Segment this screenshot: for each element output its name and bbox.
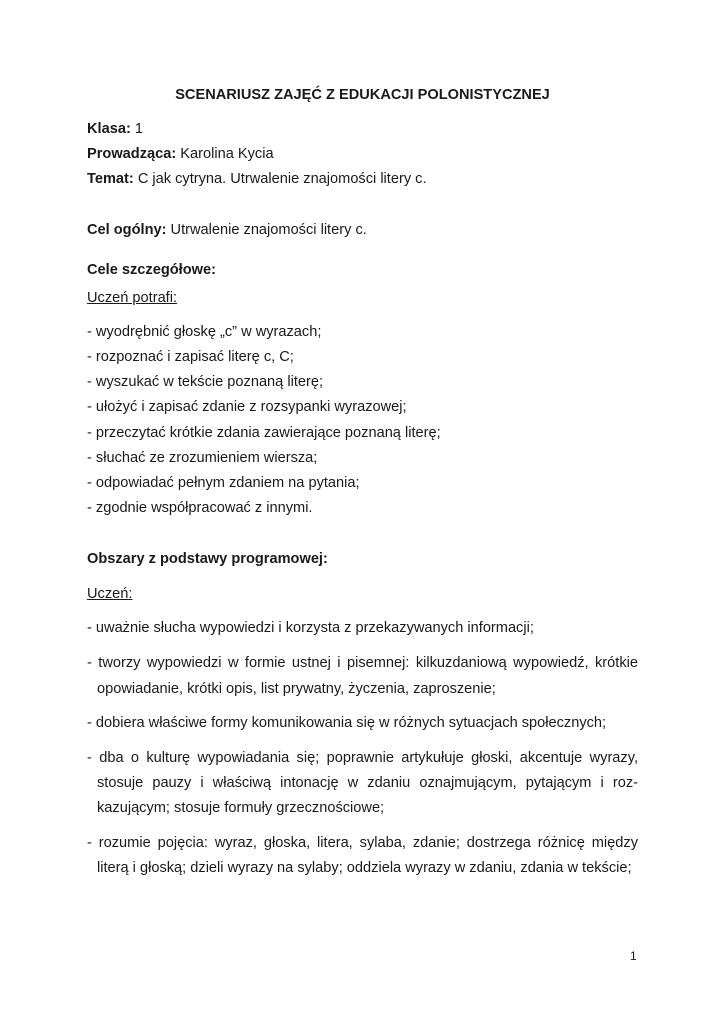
obszary-subheading: Uczeń: xyxy=(87,586,133,602)
list-item: - ułożyć i zapisać zdanie z rozsypanki wyrazowej; xyxy=(87,399,407,415)
list-item-continuation: stosuje pauzy i właściwą intonację w zdaniu oznajmującym, pytającym i roz- xyxy=(97,775,638,791)
list-item-continuation: opowiadanie, krótki opis, list prywatny, życzenia, zaproszenie; xyxy=(97,681,496,697)
cele-szczegolowe-heading: Cele szczegółowe: xyxy=(87,262,216,278)
obszary-heading: Obszary z podstawy programowej: xyxy=(87,551,328,567)
temat-label: Temat: xyxy=(87,171,134,187)
klasa-line xyxy=(87,121,143,137)
cel-ogolny-label: Cel ogólny: xyxy=(87,222,167,238)
document-title: SCENARIUSZ ZAJĘĆ Z EDUKACJI POLONISTYCZNEJ xyxy=(175,87,550,103)
list-item: - zgodnie współpracować z innymi. xyxy=(87,500,313,516)
klasa-label: Klasa: xyxy=(87,121,131,137)
list-item: - wyodrębnić głoskę „c” w wyrazach; xyxy=(87,324,322,340)
list-item: - dba o kulturę wypowiadania się; poprawnie artykułuje głoski, akcentuje wyrazy, xyxy=(87,750,638,766)
list-item: - uważnie słucha wypowiedzi i korzysta z przekazywanych informacji; xyxy=(87,620,534,636)
prowadzaca-label: Prowadząca: xyxy=(87,146,177,162)
list-item: - słuchać ze zrozumieniem wiersza; xyxy=(87,450,318,466)
page-number: 1 xyxy=(630,949,637,963)
cel-ogolny-line xyxy=(87,222,367,238)
list-item: - tworzy wypowiedzi w formie ustnej i pisemnej: kilkuzdaniową wypowiedź, krótkie xyxy=(87,655,638,671)
cel-ogolny-value: Utrwalenie znajomości litery c. xyxy=(166,222,367,238)
list-item: - odpowiadać pełnym zdaniem na pytania; xyxy=(87,475,360,491)
temat-value: C jak cytryna. Utrwalenie znajomości litery c. xyxy=(133,171,427,187)
list-item: - przeczytać krótkie zdania zawierające poznaną literę; xyxy=(87,425,441,441)
list-item: - rozpoznać i zapisać literę c, C; xyxy=(87,349,294,365)
list-item: - dobiera właściwe formy komunikowania się w różnych sytuacjach społecznych; xyxy=(87,715,607,731)
list-item-continuation: kazującym; stosuje formuły grzecznościowe; xyxy=(97,800,385,816)
prowadzaca-value: Karolina Kycia xyxy=(176,146,274,162)
temat-line xyxy=(87,171,427,187)
cele-szczegolowe-subheading: Uczeń potrafi: xyxy=(87,290,178,306)
list-item: - wyszukać w tekście poznaną literę; xyxy=(87,374,324,390)
list-item: - rozumie pojęcia: wyraz, głoska, litera, sylaba, zdanie; dostrzega różnicę między xyxy=(87,835,638,851)
prowadzaca-line xyxy=(87,146,274,162)
list-item-continuation: literą i głoską; dzieli wyrazy na sylaby; oddziela wyrazy w zdaniu, zdania w tekście; xyxy=(97,860,632,876)
klasa-value: 1 xyxy=(130,121,143,137)
